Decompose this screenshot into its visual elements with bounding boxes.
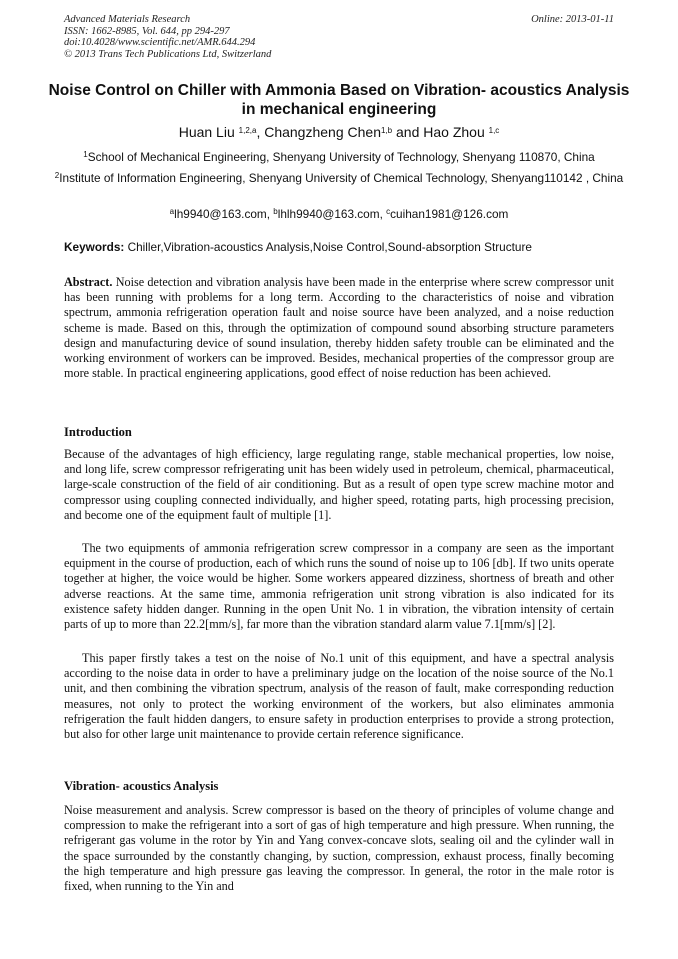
author-list <box>40 124 638 141</box>
email-b: lhlh9940@163.com, <box>277 207 387 221</box>
author-2: , Changzheng Chen <box>256 124 381 140</box>
email-c: cuihan1981@126.com <box>390 207 509 221</box>
affiliation-1 <box>40 149 638 165</box>
issn: ISSN: 1662-8985, Vol. 644, pp 294-297 <box>64 25 230 37</box>
paper-title: Noise Control on Chiller with Ammonia Based on Vibration- acoustics Analysis in mechanical engineering <box>48 82 630 118</box>
journal-meta <box>64 14 271 60</box>
doi: doi:10.4028/www.scientific.net/AMR.644.294 <box>64 37 256 49</box>
author-3-sup: 1,c <box>488 126 500 135</box>
affiliation-2-sup: 2 <box>54 171 60 180</box>
journal-name: Advanced Materials Research <box>64 14 191 25</box>
keywords-label: Keywords: <box>64 240 128 254</box>
abstract <box>64 275 614 381</box>
email-b-sup: b <box>273 207 278 216</box>
affiliation-1-text: School of Mechanical Engineering, Shenyang University of Technology, Shenyang 110870, China <box>87 150 595 164</box>
introduction-paragraph-3: This paper firstly takes a test on the noise of No.1 unit of this equipment, and have a spectral analysis according to the noise data in order to have a preliminary judge on the location of the noise source of the No.1 unit, and then combining the vibration spectrum, analysis of the reason of fault, make corresponding reduction measures, not only to protect the working environment of the workers, but also eliminates ammonia refrigeration the fault hidden dangers, to ensure safety in production enterprises to provide a strong protection, but also for other large unit maintenance to provide certain reference significance. <box>64 651 614 742</box>
vibration-paragraph-1: Noise measurement and analysis. Screw compressor is based on the theory of principles of volume change and compression to make the refrigerant into a sort of gas of high temperature and high pressure. When running, the refrigerant gas volume in the rotor by Yin and Yang convex-concave slots, sealing oil and the cylinder wall in the space surrounded by the constantly changing, by suction, compression, exhaust process, finally becoming the high temperature and high pressure gas leaving the compressor. In general, the rotor in the male rotor is fixed, when running to the Yin and <box>64 803 614 894</box>
author-1: Huan Liu <box>178 124 239 140</box>
email-a: lh9940@163.com, <box>174 207 274 221</box>
online-date: Online: 2013-01-11 <box>531 14 614 25</box>
keywords-text: Chiller,Vibration-acoustics Analysis,Noise Control,Sound-absorption Structure <box>127 240 532 254</box>
introduction-heading: Introduction <box>64 425 132 439</box>
keywords <box>64 240 616 255</box>
affiliation-1-sup: 1 <box>83 150 88 159</box>
vibration-heading: Vibration- acoustics Analysis <box>64 779 219 793</box>
affiliation-2-text: Institute of Information Engineering, Shenyang University of Chemical Technology, Shenyang110142 , China <box>59 171 624 185</box>
email-a-sup: a <box>169 207 175 216</box>
introduction-paragraph-1: Because of the advantages of high efficiency, large regulating range, stable mechanical properties, low noise, and long life, screw compressor refrigerating unit has been widely used in petroleum, chemical, pharmaceutical, large-scale construction of the field of air conditioning. But as a result of open type screw machine motor and compressor using coupling connected individually, and higher speed, rotating parts, high processing precision, and become one of the equipment fault of multiple [1]. <box>64 447 614 522</box>
author-1-sup: 1,2,a <box>238 126 257 135</box>
email-c-sup: c <box>386 207 391 216</box>
affiliation-2 <box>40 170 638 186</box>
email-list <box>40 206 638 222</box>
abstract-label: Abstract. <box>64 275 113 289</box>
introduction-paragraph-2: The two equipments of ammonia refrigeration screw compressor in a company are seen as the important equipment in the course of production, each of which runs the sound of noise up to 106 [db]. If two units operate together at higher, the voice would be higher. Some workers appeared dizziness, shortness of breath and other adverse reactions. At the same time, ammonia refrigeration unit strong vibration is also indicated for its existence safety hidden danger. Running in the open Unit No. 1 in vibration, the vibration intensity of certain parts of up to more than 22.2[mm/s], far more than the vibration standard alarm value 7.1[mm/s] [2]. <box>64 541 615 632</box>
author-2-sup: 1,b <box>380 126 393 135</box>
abstract-text: Noise detection and vibration analysis have been made in the enterprise where screw compressor unit has been running with problems for a long term. According to the characteristics of noise and vibration spectrum, ammonia refrigeration operation fault and noise source have been analyzed, and a noise reduction scheme is made. Based on this, through the optimization of compound sound absorbing structure parameters design and manufacturing device of sound insulation, thereby hidden safety trouble can be eliminated and the working environment of workers can be improved. Besides, mechanical properties of the compressor group are more stable. In practical engineering applications, good effect of noise reduction has been achieved. <box>64 275 614 381</box>
copyright: © 2013 Trans Tech Publications Ltd, Switzerland <box>64 48 272 60</box>
author-3: and Hao Zhou <box>392 124 489 140</box>
